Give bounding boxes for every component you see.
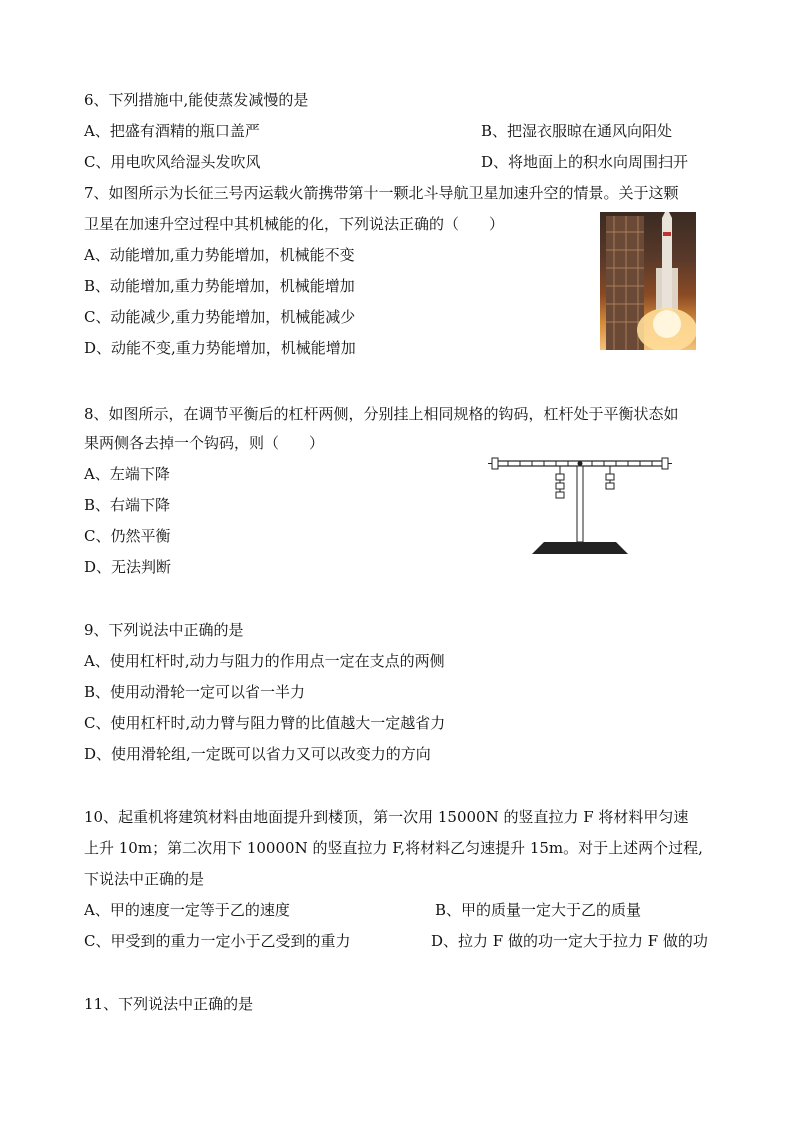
q6-option-b: B、把湿衣服晾在通风向阳处	[481, 122, 673, 140]
q9-stem: 9、下列说法中正确的是	[84, 621, 244, 639]
q10-option-b: B、甲的质量一定大于乙的质量	[435, 901, 642, 919]
q7-stem-line2: 卫星在加速升空过程中其机械能的化，下列说法正确的（ ）	[84, 215, 505, 233]
q10-stem-line2: 上升 10m；第二次用下 10000N 的竖直拉力 F,将材料乙匀速提升 15m。对于上述两个过程,	[84, 839, 703, 857]
q9-option-d: D、使用滑轮组,一定既可以省力又可以改变力的方向	[84, 745, 431, 763]
q8-option-b: B、右端下降	[84, 496, 171, 514]
q7-option-c: C、动能减少,重力势能增加，机械能减少	[84, 308, 356, 326]
q8-option-c: C、仍然平衡	[84, 527, 171, 545]
q10-option-a: A、甲的速度一定等于乙的速度	[84, 901, 290, 919]
q6-stem: 6、下列措施中,能使蒸发减慢的是	[84, 91, 309, 109]
q7-option-d: D、动能不变,重力势能增加，机械能增加	[84, 339, 356, 357]
q7-stem-line1: 7、如图所示为长征三号丙运载火箭携带第十一颗北斗导航卫星加速升空的情景。关于这颗	[84, 184, 679, 202]
q6-option-a: A、把盛有酒精的瓶口盖严	[84, 122, 260, 140]
q9-option-a: A、使用杠杆时,动力与阻力的作用点一定在支点的两侧	[84, 652, 445, 670]
rocket-launch-photo	[600, 212, 696, 350]
lever-diagram	[488, 448, 674, 558]
q6-option-c: C、用电吹风给湿头发吹风	[84, 153, 261, 171]
q7-option-a: A、动能增加,重力势能增加，机械能不变	[84, 246, 355, 264]
q8-option-a: A、左端下降	[84, 465, 170, 483]
q10-option-c: C、甲受到的重力一定小于乙受到的重力	[84, 932, 351, 950]
q8-stem-line1: 8、如图所示，在调节平衡后的杠杆两侧，分别挂上相同规格的钩码，杠杆处于平衡状态如	[84, 405, 679, 423]
q6-option-d: D、将地面上的积水向周围扫开	[481, 153, 689, 171]
q10-option-d: D、拉力 F 做的功一定大于拉力 F 做的功	[431, 932, 708, 950]
q9-option-b: B、使用动滑轮一定可以省一半力	[84, 683, 306, 701]
q9-option-c: C、使用杠杆时,动力臂与阻力臂的比值越大一定越省力	[84, 714, 446, 732]
q10-stem-line3: 下说法中正确的是	[84, 870, 205, 888]
q11-stem: 11、下列说法中正确的是	[84, 995, 254, 1013]
q10-stem-line1: 10、起重机将建筑材料由地面提升到楼顶，第一次用 15000N 的竖直拉力 F 将材料甲匀速	[84, 808, 689, 826]
q8-stem-line2: 果两侧各去掉一个钩码，则（ ）	[84, 434, 325, 452]
q8-option-d: D、无法判断	[84, 558, 172, 576]
q7-option-b: B、动能增加,重力势能增加，机械能增加	[84, 277, 355, 295]
